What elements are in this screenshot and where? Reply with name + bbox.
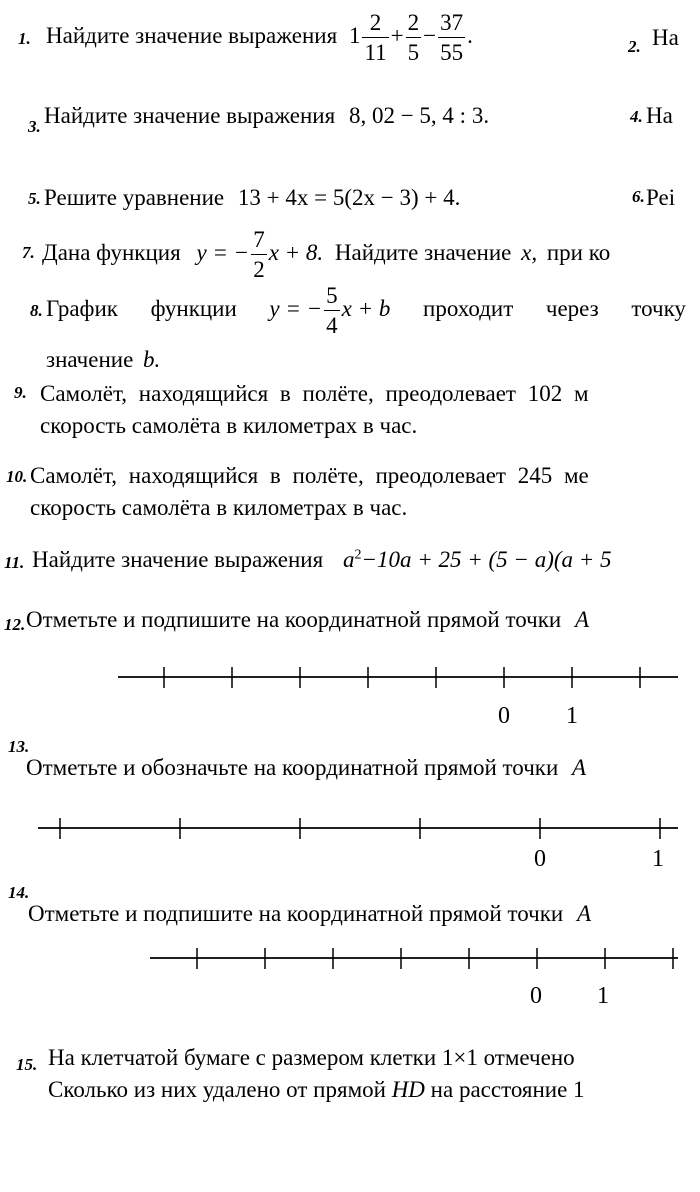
fraction: $\frac{37}{55}$ [440,10,464,66]
tick-label-zero: 0 [534,846,546,872]
task-13-text: Отметьте и обозначьте на координатной прямой точки [26,755,559,780]
task-1-number: 1. [18,29,31,48]
task-8-word: функции [150,296,237,321]
task-2-text: На [652,25,679,50]
task-5-expression: 13 + 4x = 5(2x − 3) + 4. [237,185,461,210]
task-15-line-2: Сколько из них удалено от прямой HD на расстояние 1 [48,1077,585,1102]
task-8-variable: b. [143,347,161,372]
fraction: $\frac{5}{4}$ [326,283,338,339]
task-9-line-2: скорость самолёта в километрах в час. [40,413,418,438]
task-10-number: 10. [6,467,28,486]
task-7-number: 7. [22,243,35,262]
tick-label-zero: 0 [530,983,542,1009]
task-7-text: Дана функция [42,240,181,265]
number-line-1 [118,667,678,729]
task-7-text-2: Найдите значение [334,240,512,265]
task-9-number: 9. [14,383,27,402]
task-8-word: График [46,296,118,321]
task-11-number: 11. [4,553,25,572]
task-11-text: Найдите значение выражения [32,547,324,572]
tick-label-one: 1 [597,983,609,1009]
task-8-number: 8. [30,301,43,320]
tick-label-zero: 0 [498,703,510,729]
task-15-variable: HD [391,1077,425,1102]
task-13-number: 13. [8,737,30,756]
task-3-number: 3. [28,117,41,136]
task-2-number: 2. [628,37,641,56]
task-10-line-1: Самолёт, находящийся в полёте, преодолевает 245 ме [30,463,589,488]
task-7-expression: y = − $\frac{7}{2}$ x + 8. [196,227,324,283]
task-6-number: 6. [632,187,645,206]
task-15-number: 15. [16,1055,38,1074]
fraction: $\frac{2}{5}$ [407,10,420,66]
task-10-line-2: скорость самолёта в километрах в час. [30,495,408,520]
task-14-variable: A [576,901,591,926]
task-5-number: 5. [28,189,41,208]
task-9-line-1: Самолёт, находящийся в полёте, преодолевает 102 м [40,381,589,406]
task-8-line-2: значение b. [46,347,161,372]
fraction: $\frac{7}{2}$ [253,227,265,283]
task-5-text: Решите уравнение [44,185,225,210]
number-line-3 [150,948,678,1009]
task-3-expression: 8, 02 − 5, 4 : 3. [348,103,490,128]
task-12-number: 12. [4,615,26,634]
task-1-text: Найдите значение выражения [46,23,338,48]
number-line-2 [38,818,678,872]
task-15-line-1: На клетчатой бумаге с размером клетки 1×1 отмечено [48,1045,575,1070]
task-7-variable: x, [521,240,538,265]
task-8-word: проходит [423,296,514,321]
task-4-number: 4. [630,107,643,126]
fraction: $\frac{2}{11}$ [364,10,387,66]
task-3-text: Найдите значение выражения [44,103,336,128]
task-6-text: Реі [646,185,676,210]
tick-label-one: 1 [652,846,664,872]
task-13-variable: A [572,755,587,780]
task-8-word: точку [631,296,686,321]
task-8-word: через [545,296,599,321]
task-7-text-3: при ко [546,240,611,265]
task-12-variable: A [574,607,589,632]
task-4-text: На [646,103,673,128]
task-8-expression: y = − $\frac{5}{4}$ x + b [269,283,391,339]
task-14-number: 14. [8,883,30,902]
tick-label-one: 1 [566,703,578,729]
task-14-text: Отметьте и подпишите на координатной прямой точки [28,901,564,926]
task-1-expression: 1 $\frac{2}{11}$ + $\frac{2}{5}$ − $\frac{37}{55}$ . [348,10,473,66]
task-11-expression: $a^2-10a + 25 + (5 - a)(a + 5$ [342,547,612,572]
task-12-text: Отметьте и подпишите на координатной прямой точки [26,607,562,632]
